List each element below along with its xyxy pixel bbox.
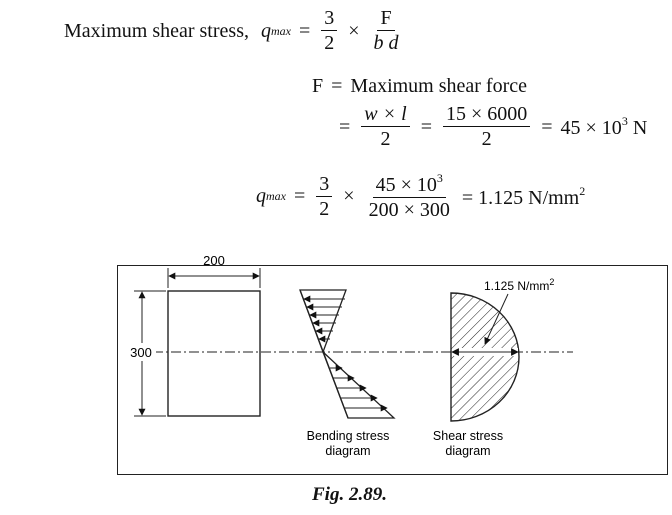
figure-box (117, 253, 668, 475)
times-sign: × (348, 19, 360, 42)
beam-section (168, 291, 260, 416)
fraction-wl-over-2 (361, 104, 409, 149)
equation-max-shear-stress (64, 8, 405, 53)
shear-label-line1: Shear stress (432, 429, 504, 443)
numerator: 3 (321, 8, 337, 31)
denominator: 2 (319, 197, 330, 220)
equals-sign: = (294, 185, 306, 207)
equation-shear-force-value (331, 104, 647, 149)
stress-diagram-svg (118, 253, 667, 474)
times-sign: × (343, 185, 355, 207)
fraction-three-halves (316, 174, 332, 219)
equals-sign: = (331, 75, 343, 97)
denominator: 2 (481, 128, 492, 150)
result-value: = 1.125 $N/mm^2$ (461, 183, 586, 209)
fraction-f-over-bd (371, 8, 402, 53)
label-max-shear-stress: Maximum shear stress, (64, 19, 249, 42)
denominator: 200 × 300 (368, 199, 450, 221)
denominator: b d (373, 32, 399, 54)
denominator: 2 (324, 32, 335, 54)
symbol-f: F (312, 75, 324, 97)
fraction-three-halves (321, 8, 337, 53)
tension-arrows (330, 368, 387, 408)
numerator: F (377, 8, 394, 31)
result-value: $45 \times 10^3$ N (560, 114, 648, 139)
equation-shear-force-def (312, 76, 527, 96)
shear-force-text: Maximum shear force (350, 75, 528, 97)
equals-sign: = (420, 115, 432, 138)
subscript-max: max (266, 189, 286, 203)
numerator: 3 (316, 174, 332, 197)
figure-caption: Fig. 2.89. (312, 484, 387, 505)
bending-label-line2: diagram (325, 444, 371, 458)
fraction-force-over-area (366, 172, 453, 220)
equation-max-shear-stress-value (256, 172, 585, 220)
denominator: 2 (380, 128, 391, 150)
numerator: 15 × 6000 (443, 104, 530, 127)
fraction-15x6000-over-2 (443, 104, 530, 149)
subscript-max: max (270, 23, 291, 38)
equals-sign: = (339, 115, 351, 138)
symbol-q: q (260, 19, 271, 42)
height-label: 300 (130, 345, 152, 360)
bending-label-line1: Bending stress (306, 429, 390, 443)
shear-label-line2: diagram (445, 444, 491, 458)
numerator: $45 \times 10^3$ (373, 172, 446, 198)
symbol-q: q (256, 185, 266, 207)
numerator: w × l (361, 104, 409, 127)
shear-hatch-fill (451, 291, 523, 423)
width-label: 200 (203, 253, 225, 268)
max-shear-label: 1.125 $N/mm^2$ (484, 277, 555, 293)
equals-sign: = (298, 19, 311, 42)
equals-sign: = (541, 115, 553, 138)
